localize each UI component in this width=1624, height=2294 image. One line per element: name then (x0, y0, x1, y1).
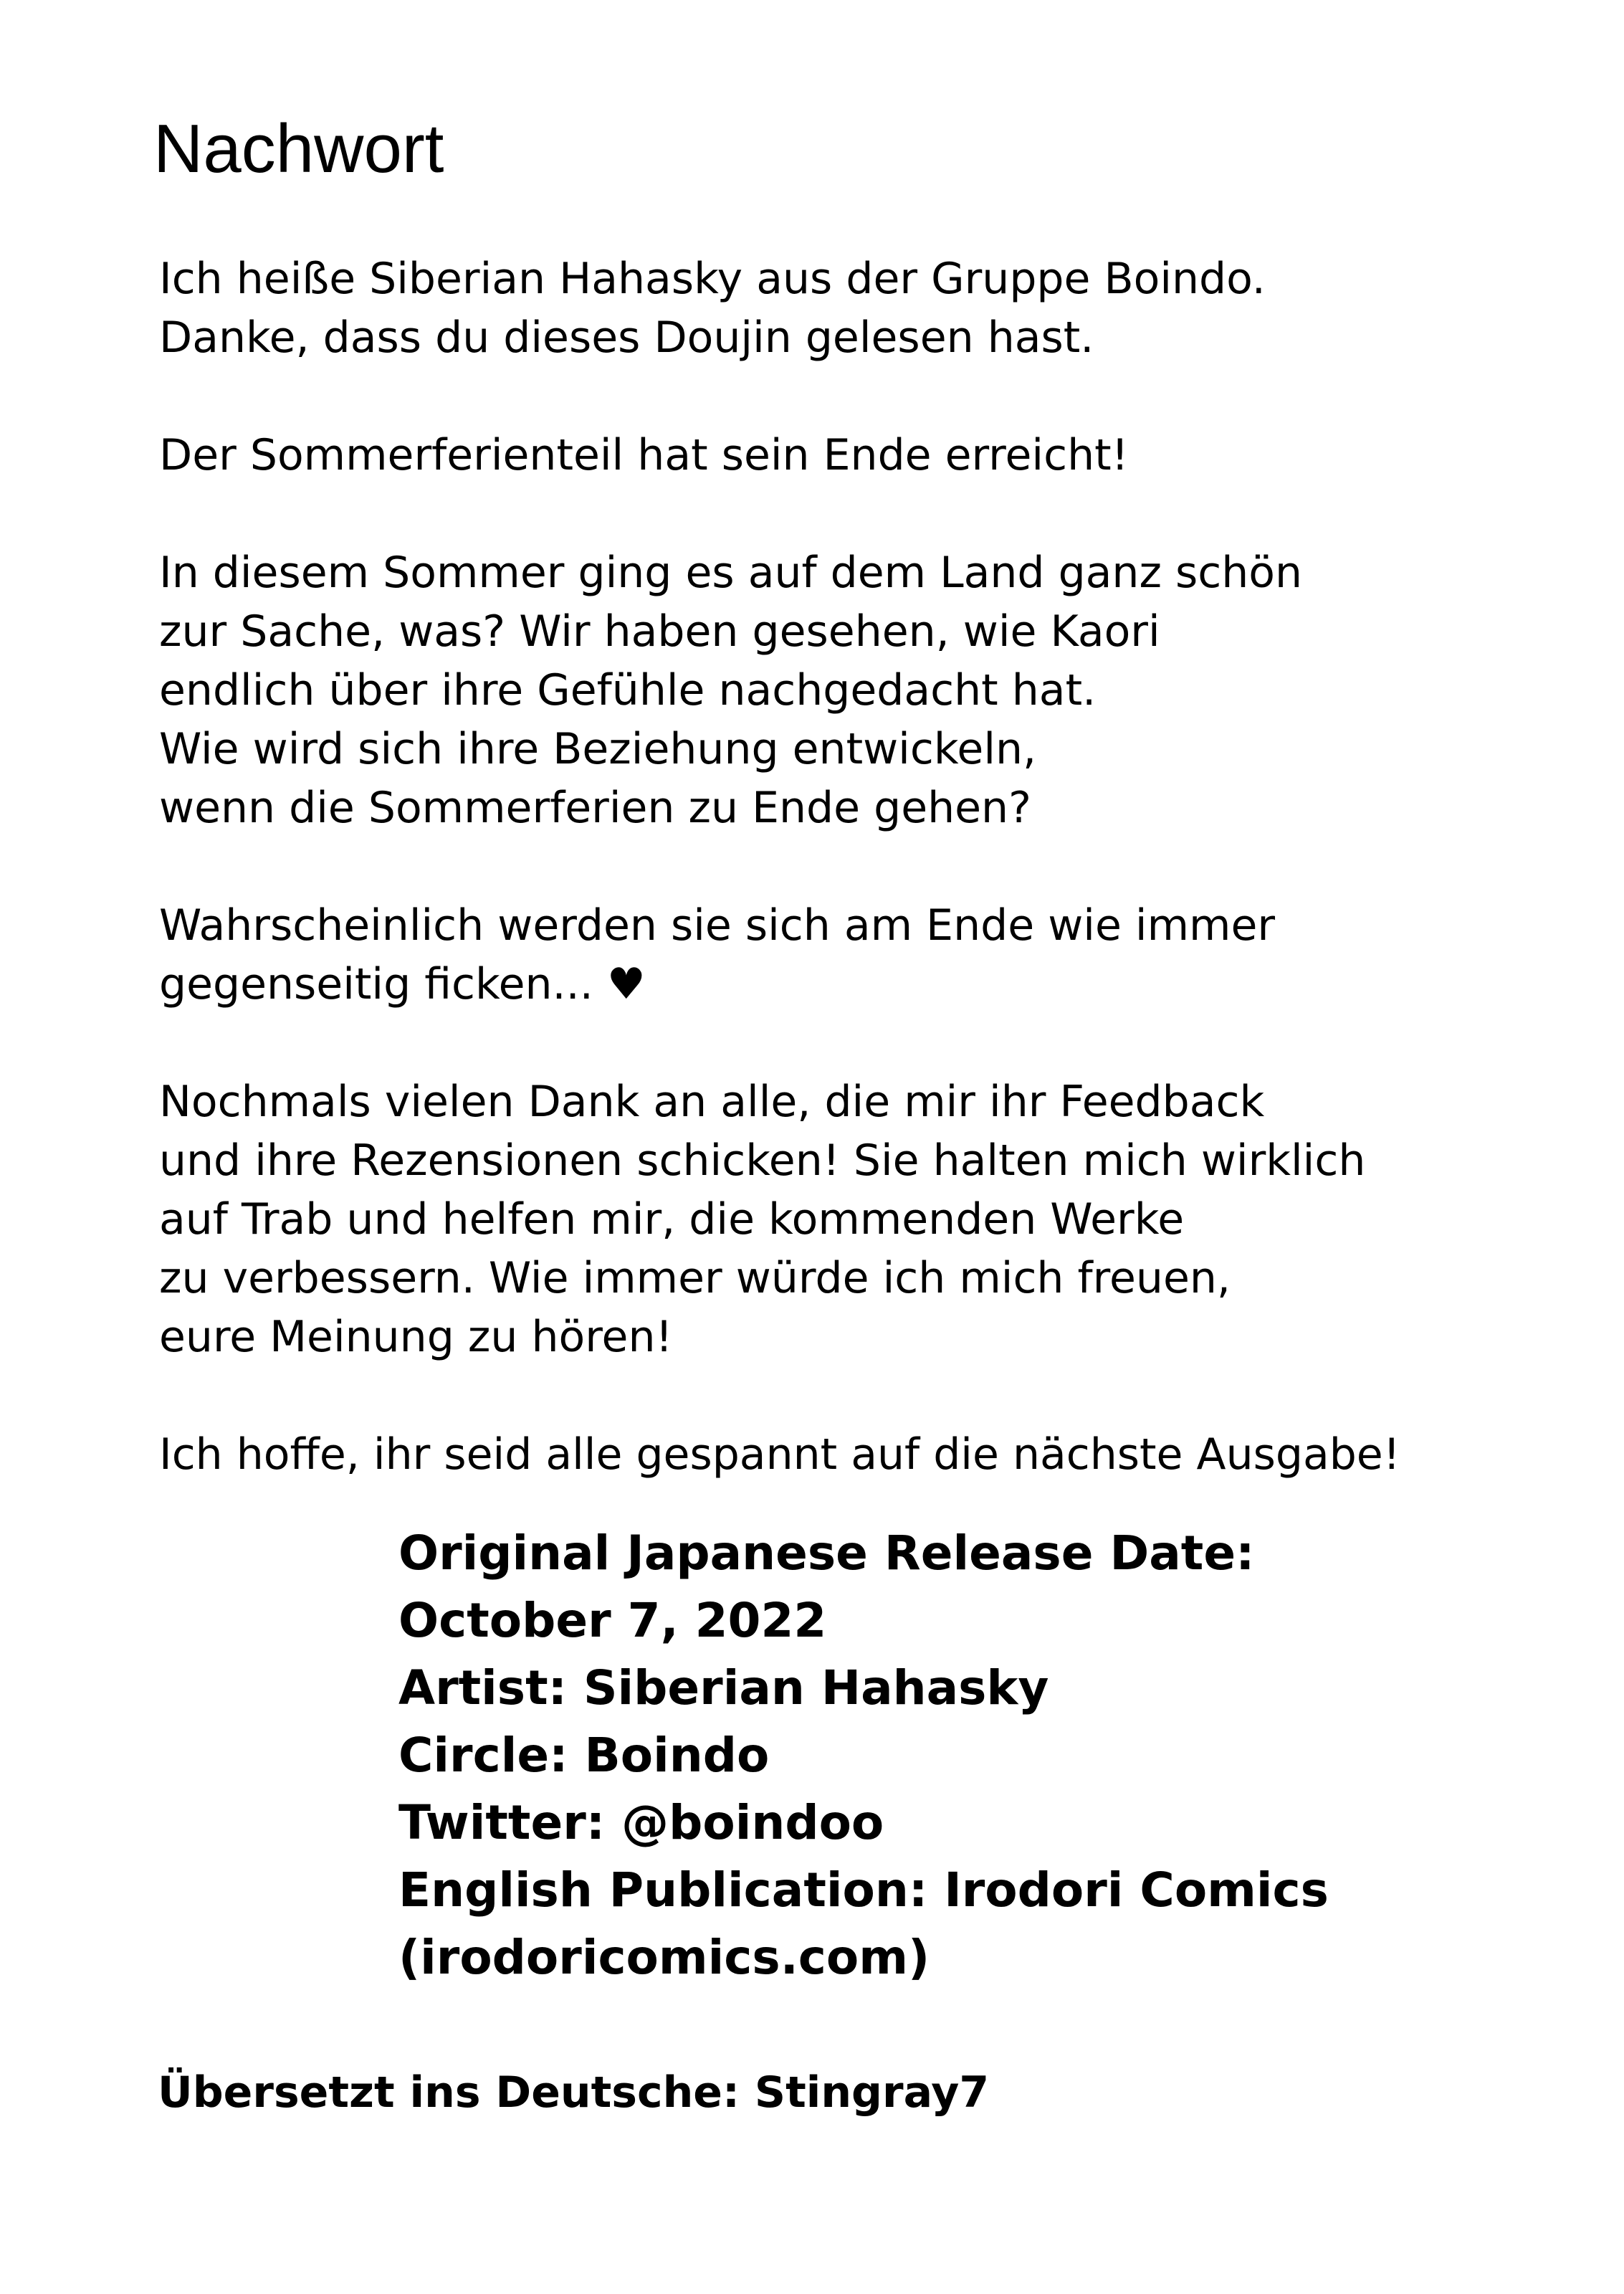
paragraph-summer-end (159, 426, 1521, 485)
text-line: auf Trab und helfen mir, die kommenden Werke (159, 1194, 1185, 1244)
text-line: gegenseitig ficken... ♥ (159, 959, 646, 1009)
credit-twitter: Twitter: @boindoo (398, 1795, 884, 1850)
text-line: Wie wird sich ihre Beziehung entwickeln, (159, 724, 1037, 774)
page-title: Nachwort (153, 110, 444, 187)
paragraph-greeting (159, 249, 1521, 367)
credit-circle: Circle: Boindo (398, 1728, 770, 1783)
translator-credit: Übersetzt ins Deutsche: Stingray7 (158, 2067, 990, 2118)
text-line: eure Meinung zu hören! (159, 1312, 673, 1362)
text-line: zur Sache, was? Wir haben gesehen, wie Kaori (159, 606, 1160, 657)
text-line: Danke, dass du dieses Doujin gelesen hast. (159, 313, 1094, 363)
text-line: Wahrscheinlich werden sie sich am Ende wie immer (159, 900, 1276, 951)
paragraph-next-issue (159, 1425, 1521, 1484)
text-line: zu verbessern. Wie immer würde ich mich freuen, (159, 1253, 1231, 1303)
text-line: In diesem Sommer ging es auf dem Land ganz schön (159, 548, 1303, 598)
credit-publication: English Publication: Irodori Comics (398, 1862, 1329, 1918)
text-line: Der Sommerferienteil hat sein Ende erreicht! (159, 430, 1129, 480)
text-line: Ich hoffe, ihr seid alle gespannt auf die nächste Ausgabe! (159, 1429, 1400, 1480)
paragraph-story-recap (159, 543, 1521, 837)
credits-block (398, 1520, 1581, 1991)
credit-release-date: October 7, 2022 (398, 1593, 827, 1648)
text-line: wenn die Sommerferien zu Ende gehen? (159, 783, 1031, 833)
text-line: und ihre Rezensionen schicken! Sie halten mich wirklich (159, 1136, 1366, 1186)
paragraph-prediction (159, 896, 1521, 1014)
credit-artist: Artist: Siberian Hahasky (398, 1660, 1049, 1715)
afterword-body (159, 249, 1521, 1543)
text-line: Ich heiße Siberian Hahasky aus der Gruppe Boindo. (159, 254, 1266, 304)
text-line: Nochmals vielen Dank an alle, die mir ihr Feedback (159, 1077, 1265, 1127)
text-line: endlich über ihre Gefühle nachgedacht hat. (159, 665, 1097, 715)
paragraph-thanks (159, 1072, 1521, 1366)
credit-release-label: Original Japanese Release Date: (398, 1526, 1255, 1581)
credit-website: (irodoricomics.com) (398, 1930, 930, 1985)
